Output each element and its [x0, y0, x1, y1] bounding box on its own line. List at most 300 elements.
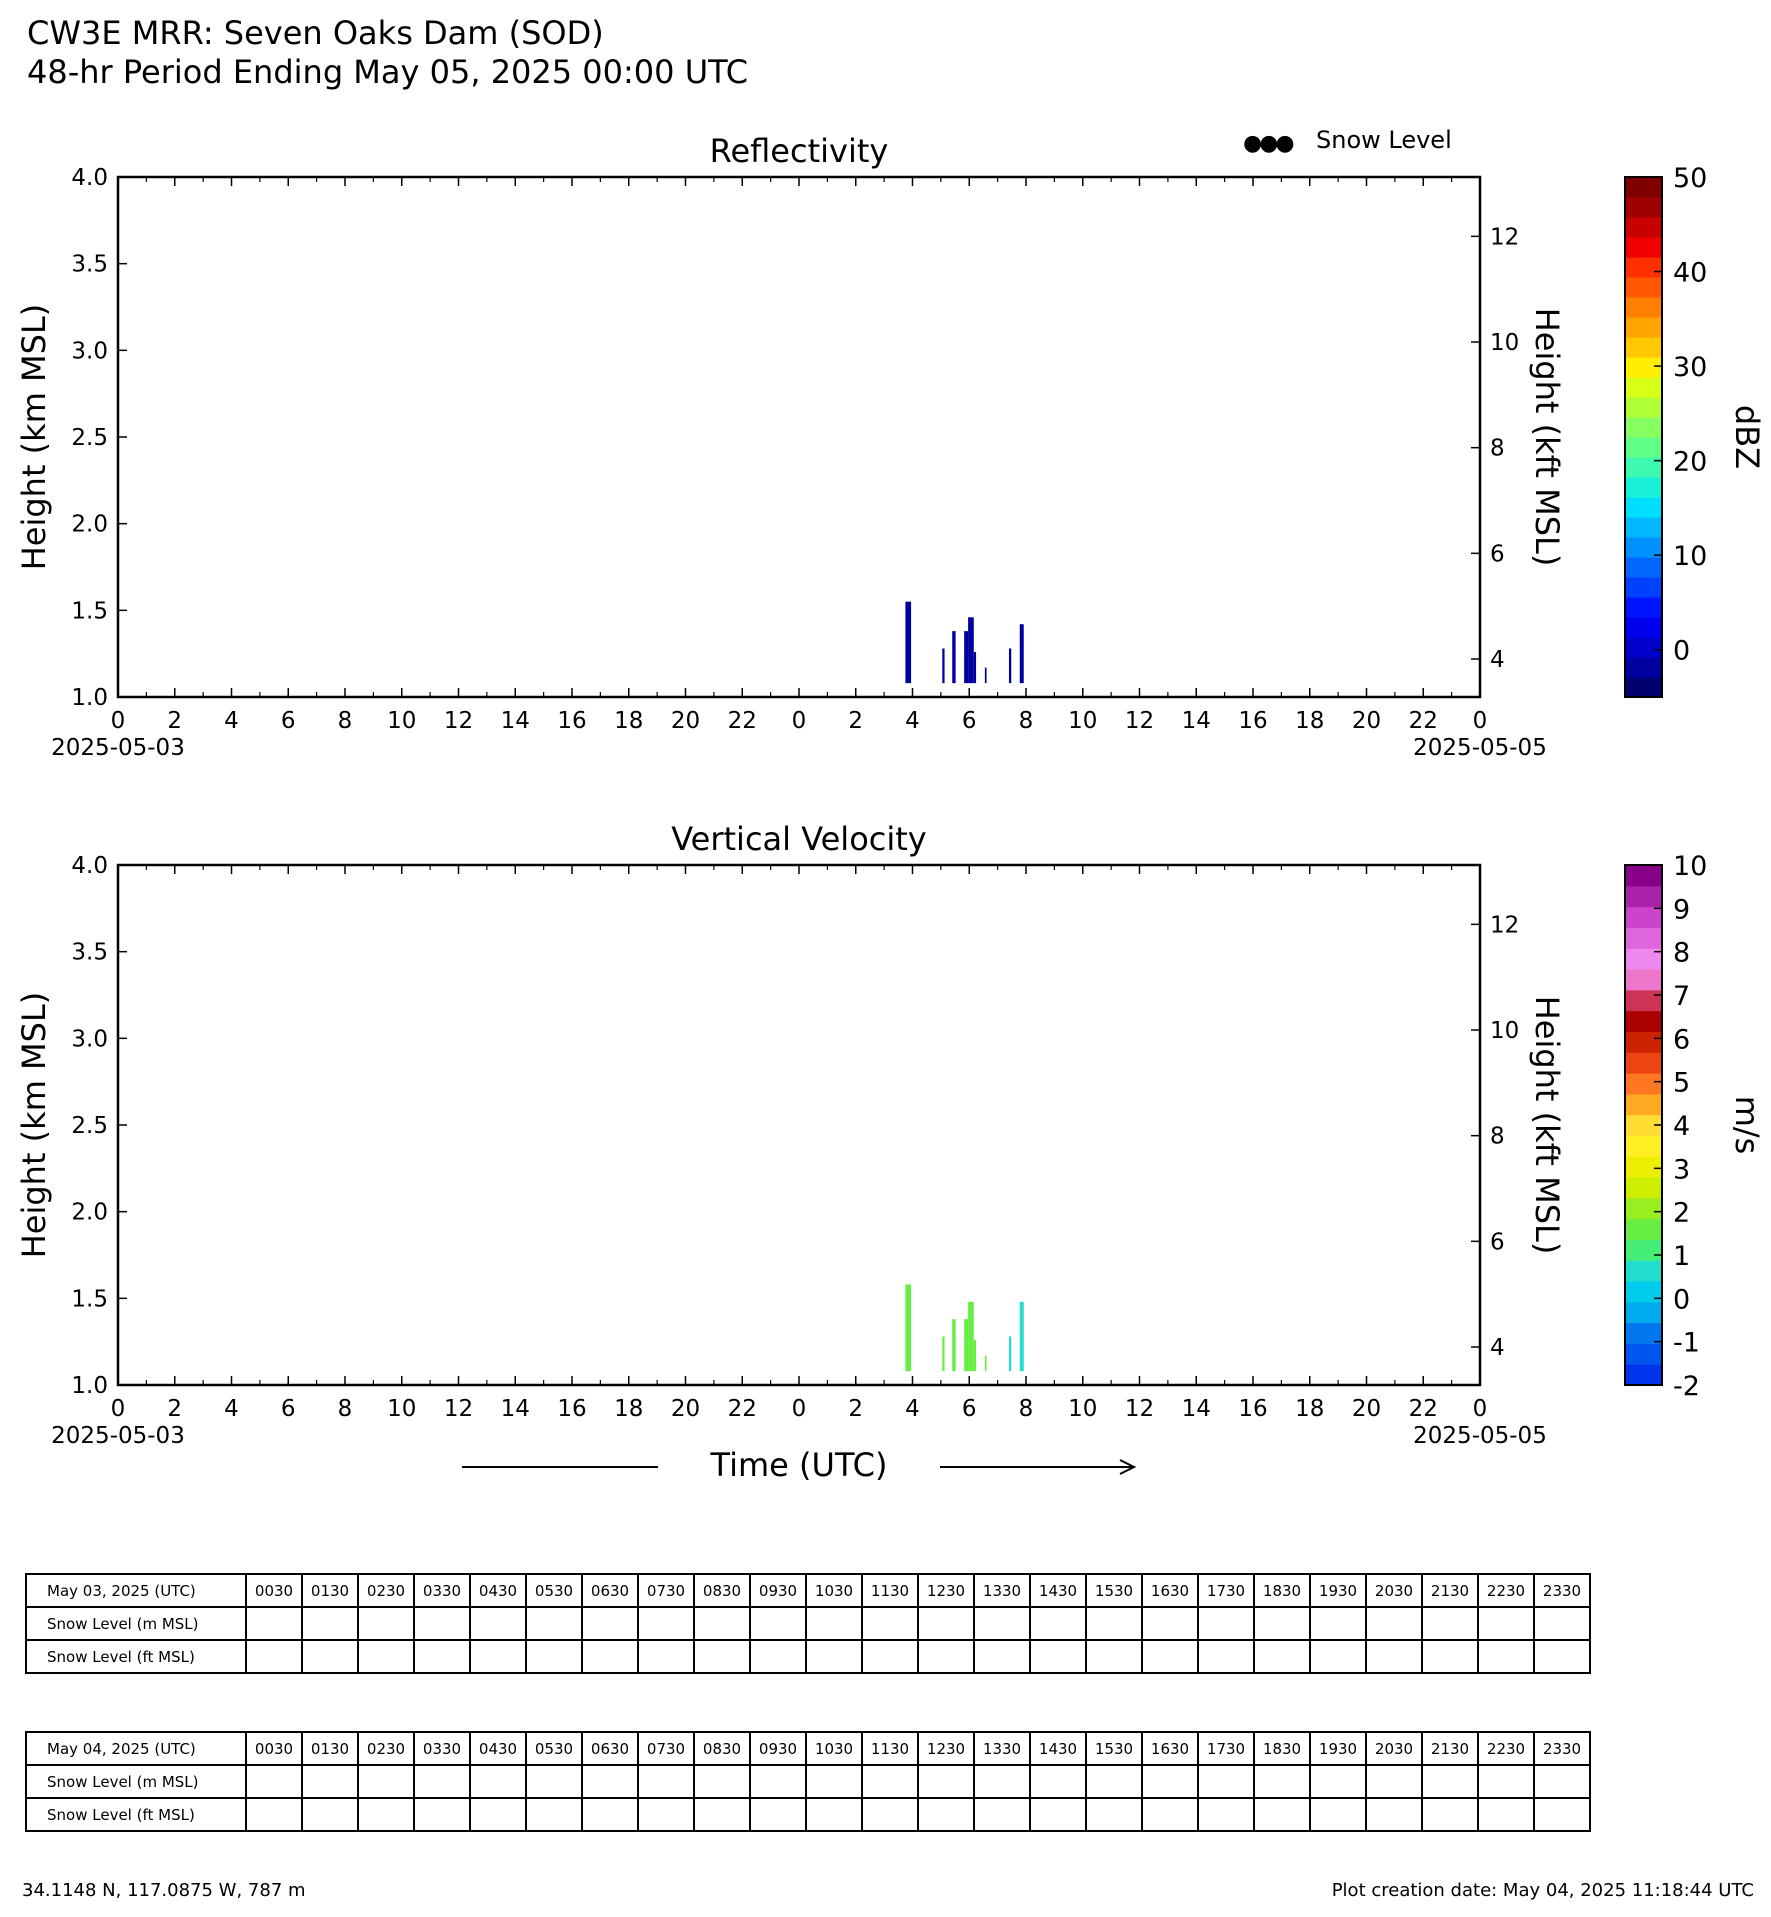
colorbar-segment-1-21 — [1625, 257, 1662, 278]
table-value-cell — [1366, 1607, 1422, 1640]
xtick-label: 18 — [1295, 1396, 1325, 1422]
table-time-cell: 0130 — [302, 1732, 358, 1765]
colorbar-tick-label: -1 — [1673, 1327, 1700, 1359]
colorbar-segment-2-17 — [1625, 1011, 1662, 1032]
colorbar-segment-2-9 — [1625, 1177, 1662, 1198]
xtick-label: 14 — [1181, 708, 1211, 734]
xtick-label: 0 — [110, 1396, 126, 1422]
table-time-cell: 0630 — [582, 1732, 638, 1765]
table-value-cell — [1534, 1607, 1590, 1640]
table-value-cell — [1310, 1640, 1366, 1673]
table-value-cell — [470, 1765, 526, 1798]
xtick-label: 18 — [1295, 708, 1325, 734]
table-value-cell — [1478, 1798, 1534, 1831]
footer-location: 34.1148 N, 117.0875 W, 787 m — [22, 1880, 306, 1901]
table-time-cell: 2130 — [1422, 1574, 1478, 1607]
table-value-cell — [1478, 1765, 1534, 1798]
table-value-cell — [1422, 1765, 1478, 1798]
table-time-cell: 2230 — [1478, 1574, 1534, 1607]
xdate-start-1: 2025-05-03 — [51, 735, 185, 761]
data-cell-2-3 — [952, 1319, 955, 1371]
table-value-cell — [470, 1640, 526, 1673]
data-cell-2-8 — [1009, 1336, 1011, 1371]
xdate-start-2: 2025-05-03 — [51, 1423, 185, 1449]
snow-level-table-1 — [25, 1573, 1591, 1674]
table-time-cell: 0730 — [638, 1574, 694, 1607]
table-time-cell: 2330 — [1534, 1732, 1590, 1765]
colorbar-segment-2-24 — [1625, 865, 1662, 886]
xtick-label: 22 — [727, 1396, 757, 1422]
table-value-cell — [470, 1607, 526, 1640]
table-time-cell: 0330 — [414, 1574, 470, 1607]
colorbar-segment-1-6 — [1625, 557, 1662, 578]
table-value-cell — [1030, 1640, 1086, 1673]
table-time-cell: 0030 — [246, 1574, 302, 1607]
xtick-label: 0 — [110, 708, 126, 734]
xtick-label: 2 — [167, 708, 183, 734]
colorbar-tick-label: 30 — [1673, 352, 1708, 384]
table-value-cell — [1086, 1607, 1142, 1640]
table-header-row — [26, 1574, 1590, 1607]
table-value-cell — [918, 1640, 974, 1673]
table-value-cell — [1366, 1798, 1422, 1831]
xtick-label: 14 — [500, 708, 530, 734]
table-value-cell — [862, 1640, 918, 1673]
colorbar-segment-1-1 — [1625, 657, 1662, 678]
table-value-cell — [1366, 1640, 1422, 1673]
table-time-cell: 0130 — [302, 1574, 358, 1607]
data-cell-2-2 — [942, 1336, 944, 1371]
colorbar-segment-1-9 — [1625, 497, 1662, 518]
table-time-cell: 1230 — [918, 1574, 974, 1607]
table-value-cell — [1198, 1640, 1254, 1673]
table-time-cell: 2030 — [1366, 1732, 1422, 1765]
table-time-cell: 1630 — [1142, 1732, 1198, 1765]
xtick-label: 10 — [1068, 1396, 1098, 1422]
colorbar-segment-1-5 — [1625, 577, 1662, 598]
table-time-cell: 1130 — [862, 1732, 918, 1765]
table-value-cell — [974, 1607, 1030, 1640]
xtick-label: 0 — [791, 1396, 807, 1422]
xtick-label: 4 — [905, 708, 920, 734]
ytick-label: 2.0 — [71, 1199, 108, 1226]
table-value-cell — [750, 1607, 806, 1640]
table-value-cell — [1030, 1607, 1086, 1640]
table-value-cell — [246, 1798, 302, 1831]
colorbar-segment-2-14 — [1625, 1073, 1662, 1094]
ylabel-left-1: Height (km MSL) — [15, 303, 53, 571]
colorbar-tick-label: 0 — [1673, 1284, 1691, 1316]
table-value-cell — [1534, 1640, 1590, 1673]
table-time-cell: 1530 — [1086, 1574, 1142, 1607]
xtick-label: 20 — [670, 708, 701, 734]
ytick-label: 2.5 — [71, 1113, 108, 1139]
xtick-label: 16 — [1238, 1396, 1268, 1422]
table-value-cell — [1254, 1607, 1310, 1640]
xtick-label: 10 — [387, 708, 417, 734]
table-time-cell: 1630 — [1142, 1574, 1198, 1607]
table-time-cell: 1330 — [974, 1574, 1030, 1607]
table-time-cell: 1930 — [1310, 1574, 1366, 1607]
colorbar-segment-2-3 — [1625, 1302, 1662, 1323]
xtick-label: 14 — [500, 1396, 530, 1422]
table-time-cell: 1530 — [1086, 1732, 1142, 1765]
colorbar-segment-1-13 — [1625, 417, 1662, 438]
colorbar-segment-2-10 — [1625, 1156, 1662, 1177]
ytick-label: 1.5 — [71, 598, 108, 625]
colorbar-segment-1-4 — [1625, 597, 1662, 618]
snow-level-table-2 — [25, 1731, 1591, 1832]
table-value-cell — [750, 1640, 806, 1673]
xdate-end-1: 2025-05-05 — [1413, 735, 1547, 761]
table-value-cell — [750, 1798, 806, 1831]
table-time-cell: 0830 — [694, 1574, 750, 1607]
chart-title-1: Reflectivity — [709, 132, 889, 170]
xtick-label: 22 — [727, 708, 757, 734]
colorbar-tick-label: 10 — [1673, 851, 1708, 882]
table-value-cell — [862, 1607, 918, 1640]
table-value-cell — [694, 1607, 750, 1640]
table-time-cell: 0830 — [694, 1732, 750, 1765]
ytick-right-label: 4 — [1490, 647, 1505, 674]
table-time-cell: 0630 — [582, 1574, 638, 1607]
xtick-label: 12 — [1124, 708, 1155, 734]
table-time-cell: 1830 — [1254, 1732, 1310, 1765]
table-row-label: Snow Level (m MSL) — [26, 1765, 246, 1798]
table-time-cell: 1030 — [806, 1732, 862, 1765]
table-value-cell — [246, 1607, 302, 1640]
data-cell-1-6 — [974, 652, 976, 683]
colorbar-segment-1-24 — [1625, 197, 1662, 218]
ytick-right-label: 8 — [1490, 1123, 1505, 1150]
table-value-cell — [526, 1607, 582, 1640]
table-time-cell: 0030 — [246, 1732, 302, 1765]
table-value-cell — [582, 1640, 638, 1673]
table-value-cell — [1310, 1798, 1366, 1831]
table-value-cell — [1422, 1798, 1478, 1831]
plot-frame-1 — [118, 177, 1480, 697]
table-value-cell — [1030, 1765, 1086, 1798]
xtick-label: 4 — [224, 1396, 239, 1422]
colorbar-tick-label: 7 — [1673, 981, 1691, 1012]
colorbar-segment-1-14 — [1625, 397, 1662, 418]
table-value-cell — [974, 1798, 1030, 1831]
colorbar-segment-2-4 — [1625, 1281, 1662, 1302]
xtick-label: 2 — [167, 1396, 183, 1422]
xtick-label: 4 — [905, 1396, 920, 1422]
ytick-label: 1.0 — [71, 685, 108, 711]
ytick-label: 2.0 — [71, 511, 108, 538]
xtick-label: 16 — [557, 708, 587, 734]
colorbar-segment-2-23 — [1625, 886, 1662, 907]
table-value-cell — [806, 1640, 862, 1673]
colorbar-tick-label: 1 — [1673, 1241, 1691, 1272]
table-value-cell — [1254, 1798, 1310, 1831]
table-value-cell — [1198, 1765, 1254, 1798]
colorbar-tick-label: 2 — [1673, 1197, 1691, 1229]
table-time-cell: 2330 — [1534, 1574, 1590, 1607]
colorbar-segment-2-19 — [1625, 969, 1662, 990]
data-cell-1-7 — [985, 668, 987, 684]
table-time-cell: 2030 — [1366, 1574, 1422, 1607]
colorbar-segment-2-15 — [1625, 1052, 1662, 1073]
table-value-cell — [1534, 1798, 1590, 1831]
table-value-cell — [694, 1640, 750, 1673]
colorbar-tick-label: 10 — [1673, 541, 1708, 573]
xtick-label: 20 — [1351, 1396, 1382, 1422]
data-cell-1-1 — [905, 602, 911, 683]
table-value-cell — [1086, 1798, 1142, 1831]
colorbar-segment-1-22 — [1625, 237, 1662, 258]
colorbar-tick-label: 50 — [1673, 163, 1708, 194]
table-value-cell — [358, 1765, 414, 1798]
xtick-label: 12 — [443, 708, 474, 734]
colorbar-segment-2-7 — [1625, 1219, 1662, 1240]
colorbar-segment-1-17 — [1625, 337, 1662, 358]
xtick-label: 18 — [614, 1396, 644, 1422]
ytick-right-label: 6 — [1490, 1229, 1505, 1256]
colorbar-segment-2-21 — [1625, 927, 1662, 948]
xtick-label: 22 — [1408, 1396, 1438, 1422]
colorbar-tick-label: 3 — [1673, 1154, 1691, 1186]
page-title: CW3E MRR: Seven Oaks Dam (SOD) — [27, 14, 604, 52]
table-value-cell — [974, 1765, 1030, 1798]
table-value-cell — [582, 1607, 638, 1640]
table-value-cell — [302, 1640, 358, 1673]
xdate-end-2: 2025-05-05 — [1413, 1423, 1547, 1449]
table-row-label: Snow Level (ft MSL) — [26, 1798, 246, 1831]
table-time-cell: 0330 — [414, 1732, 470, 1765]
colorbar-label-2: m/s — [1728, 1095, 1766, 1155]
table-row — [26, 1640, 1590, 1673]
table-time-cell: 1330 — [974, 1732, 1030, 1765]
table-value-cell — [526, 1765, 582, 1798]
table-value-cell — [1478, 1607, 1534, 1640]
data-cell-1-3 — [952, 631, 955, 683]
table-time-cell: 1030 — [806, 1574, 862, 1607]
ytick-right-label: 12 — [1490, 912, 1520, 939]
xtick-label: 8 — [337, 708, 353, 734]
xtick-label: 8 — [1018, 708, 1034, 734]
ylabel-right-1: Height (kft MSL) — [1528, 307, 1566, 567]
colorbar-segment-2-11 — [1625, 1135, 1662, 1156]
table-row — [26, 1798, 1590, 1831]
table-value-cell — [1422, 1607, 1478, 1640]
table-time-cell: 0530 — [526, 1574, 582, 1607]
table-value-cell — [358, 1607, 414, 1640]
table-time-cell: 1430 — [1030, 1732, 1086, 1765]
xtick-label: 0 — [1472, 708, 1488, 734]
xtick-label: 6 — [961, 1396, 977, 1422]
colorbar-tick-label: 6 — [1673, 1024, 1691, 1056]
data-cell-2-6 — [974, 1340, 976, 1371]
table-time-cell: 1830 — [1254, 1574, 1310, 1607]
chart-title-2: Vertical Velocity — [671, 820, 927, 858]
table-value-cell — [1142, 1798, 1198, 1831]
xtick-label: 0 — [1472, 1396, 1488, 1422]
ytick-right-label: 12 — [1490, 224, 1520, 251]
table-value-cell — [1198, 1798, 1254, 1831]
colorbar-segment-2-16 — [1625, 1031, 1662, 1052]
xtick-label: 6 — [280, 708, 296, 734]
table-time-cell: 1130 — [862, 1574, 918, 1607]
table-header-row — [26, 1732, 1590, 1765]
table-value-cell — [1086, 1765, 1142, 1798]
data-cell-2-4 — [964, 1319, 968, 1371]
colorbar-label-1: dBZ — [1728, 404, 1766, 470]
table-row — [26, 1607, 1590, 1640]
xtick-label: 6 — [280, 1396, 296, 1422]
table-value-cell — [806, 1607, 862, 1640]
table-value-cell — [1310, 1765, 1366, 1798]
table-date-label: May 03, 2025 (UTC) — [26, 1574, 246, 1607]
ytick-right-label: 6 — [1490, 541, 1505, 568]
table-value-cell — [638, 1765, 694, 1798]
data-cell-1-2 — [942, 648, 944, 683]
ytick-label: 3.0 — [71, 1026, 108, 1053]
table-time-cell: 0730 — [638, 1732, 694, 1765]
colorbar-segment-1-16 — [1625, 357, 1662, 378]
colorbar-segment-1-18 — [1625, 317, 1662, 338]
colorbar-segment-2-22 — [1625, 907, 1662, 928]
table-value-cell — [302, 1765, 358, 1798]
table-value-cell — [1086, 1640, 1142, 1673]
xtick-label: 12 — [1124, 1396, 1155, 1422]
snow-level-legend-label: Snow Level — [1316, 126, 1452, 154]
colorbar-segment-2-1 — [1625, 1343, 1662, 1364]
colorbar-tick-label: -2 — [1673, 1371, 1700, 1402]
xtick-label: 20 — [1351, 708, 1382, 734]
table-value-cell — [862, 1798, 918, 1831]
table-value-cell — [638, 1798, 694, 1831]
table-value-cell — [1254, 1640, 1310, 1673]
table-time-cell: 0530 — [526, 1732, 582, 1765]
xtick-label: 16 — [1238, 708, 1268, 734]
colorbar-segment-1-25 — [1625, 177, 1662, 198]
page-subtitle: 48-hr Period Ending May 05, 2025 00:00 UTC — [27, 53, 749, 91]
data-cell-2-1 — [905, 1284, 911, 1371]
table-value-cell — [1422, 1640, 1478, 1673]
xtick-label: 2 — [848, 708, 864, 734]
colorbar-tick-label: 4 — [1673, 1111, 1691, 1142]
table-time-cell: 2230 — [1478, 1732, 1534, 1765]
data-cell-2-9 — [1020, 1302, 1024, 1371]
table-value-cell — [694, 1798, 750, 1831]
table-value-cell — [414, 1765, 470, 1798]
colorbar-tick-label: 20 — [1673, 446, 1708, 478]
colorbar-segment-1-3 — [1625, 617, 1662, 638]
colorbar-segment-1-2 — [1625, 637, 1662, 658]
xtick-label: 10 — [1068, 708, 1098, 734]
table-date-label: May 04, 2025 (UTC) — [26, 1732, 246, 1765]
table-value-cell — [526, 1640, 582, 1673]
xtick-label: 12 — [443, 1396, 474, 1422]
colorbar-segment-2-13 — [1625, 1094, 1662, 1115]
table-value-cell — [1366, 1765, 1422, 1798]
table-value-cell — [582, 1765, 638, 1798]
table-value-cell — [1254, 1765, 1310, 1798]
ytick-right-label: 8 — [1490, 435, 1505, 462]
xlabel-time: Time (UTC) — [710, 1446, 888, 1484]
table-value-cell — [1198, 1607, 1254, 1640]
ytick-right-label: 10 — [1490, 1018, 1520, 1045]
table-time-cell: 0930 — [750, 1732, 806, 1765]
table-value-cell — [638, 1640, 694, 1673]
xtick-label: 0 — [791, 708, 807, 734]
colorbar-segment-2-18 — [1625, 990, 1662, 1011]
snow-level-legend-marker: ●●● — [1243, 131, 1292, 156]
xtick-label: 2 — [848, 1396, 864, 1422]
colorbar-segment-1-12 — [1625, 437, 1662, 458]
table-value-cell — [1142, 1640, 1198, 1673]
ytick-label: 4.0 — [71, 165, 108, 191]
table-value-cell — [1142, 1607, 1198, 1640]
table-time-cell: 0430 — [470, 1574, 526, 1607]
table-value-cell — [918, 1798, 974, 1831]
colorbar-segment-1-15 — [1625, 377, 1662, 398]
ytick-label: 1.0 — [71, 1373, 108, 1399]
table-value-cell — [526, 1798, 582, 1831]
colorbar-tick-label: 9 — [1673, 894, 1691, 926]
data-cell-1-8 — [1009, 648, 1011, 683]
table-value-cell — [806, 1765, 862, 1798]
xtick-label: 14 — [1181, 1396, 1211, 1422]
ytick-right-label: 10 — [1490, 330, 1520, 357]
table-value-cell — [358, 1798, 414, 1831]
colorbar-tick-label: 8 — [1673, 937, 1691, 969]
xtick-label: 22 — [1408, 708, 1438, 734]
table-value-cell — [414, 1640, 470, 1673]
table-time-cell: 0930 — [750, 1574, 806, 1607]
table-value-cell — [302, 1798, 358, 1831]
table-time-cell: 2130 — [1422, 1732, 1478, 1765]
ytick-label: 3.0 — [71, 338, 108, 365]
table-time-cell: 1230 — [918, 1732, 974, 1765]
xtick-label: 6 — [961, 708, 977, 734]
table-time-cell: 1730 — [1198, 1732, 1254, 1765]
ytick-label: 2.5 — [71, 425, 108, 451]
colorbar-segment-1-19 — [1625, 297, 1662, 318]
colorbar-tick-label: 40 — [1673, 257, 1708, 289]
colorbar-segment-2-2 — [1625, 1323, 1662, 1344]
colorbar-segment-1-8 — [1625, 517, 1662, 538]
table-value-cell — [1478, 1640, 1534, 1673]
xtick-label: 4 — [224, 708, 239, 734]
table-value-cell — [1310, 1607, 1366, 1640]
ytick-label: 3.5 — [71, 251, 108, 278]
table-value-cell — [694, 1765, 750, 1798]
table-time-cell: 1930 — [1310, 1732, 1366, 1765]
data-cell-1-9 — [1020, 624, 1024, 683]
colorbar-segment-2-8 — [1625, 1198, 1662, 1219]
colorbar-segment-1-23 — [1625, 217, 1662, 238]
colorbar-segment-2-5 — [1625, 1260, 1662, 1281]
table-value-cell — [246, 1640, 302, 1673]
data-cell-1-5 — [968, 617, 974, 683]
xtick-label: 18 — [614, 708, 644, 734]
table-value-cell — [358, 1640, 414, 1673]
xtick-label: 8 — [337, 1396, 353, 1422]
ytick-right-label: 4 — [1490, 1335, 1505, 1362]
colorbar-segment-2-6 — [1625, 1239, 1662, 1260]
table-time-cell: 0230 — [358, 1732, 414, 1765]
data-cell-2-7 — [985, 1356, 987, 1372]
table-value-cell — [582, 1798, 638, 1831]
xtick-label: 8 — [1018, 1396, 1034, 1422]
xtick-label: 16 — [557, 1396, 587, 1422]
table-value-cell — [806, 1798, 862, 1831]
ytick-label: 3.5 — [71, 939, 108, 966]
